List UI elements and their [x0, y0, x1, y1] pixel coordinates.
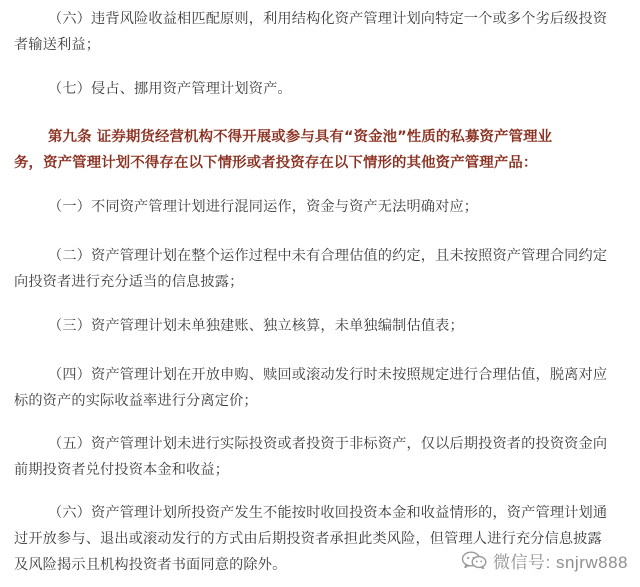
- list-item-6-benefit-transfer: [14, 6, 630, 58]
- text-line: （二）资产管理计划在整个运作过程中未有合理估值的约定，且未按照资产管理合同约定: [48, 248, 608, 264]
- text-line: （五）资产管理计划未进行实际投资或者投资于非标资产，仅以后期投资者的投资资金向: [48, 436, 608, 452]
- article-9-heading: [14, 124, 630, 176]
- watermark-text: 微信号: snjrw888: [493, 552, 628, 572]
- list-item-1-commingled-operation: [14, 194, 630, 220]
- list-item-7-misappropriation: [14, 76, 630, 102]
- text-line: （六）资产管理计划所投资产发生不能按时收回投资本金和收益情形的，资产管理计划通: [48, 505, 608, 521]
- text-line: 过开放参与、退出或滚动发行的方式由后期投资者承担此类风险，但管理人进行充分信息披露: [14, 531, 602, 547]
- text-line: （一）不同资产管理计划进行混同运作，资金与资产无法明确对应；: [48, 199, 479, 215]
- wechat-icon: [461, 551, 487, 569]
- text-line: 者输送利益；: [14, 37, 101, 53]
- list-item-2-valuation-disclosure: [14, 243, 630, 295]
- text-line: 第九条 证券期货经营机构不得开展或参与具有“资金池”性质的私募资产管理业: [48, 129, 553, 145]
- text-line: 前期投资者兑付投资本金和收益；: [14, 462, 230, 478]
- list-item-3-separate-accounts: [14, 313, 630, 339]
- text-line: （七）侵占、挪用资产管理计划资产。: [48, 81, 292, 97]
- list-item-5-ponzi-payment: [14, 431, 630, 483]
- list-item-4-separate-pricing: [14, 362, 630, 414]
- wechat-watermark: [457, 549, 630, 571]
- text-line: 标的资产的实际收益率进行分离定价；: [14, 393, 258, 409]
- text-line: （三）资产管理计划未单独建账、独立核算，未单独编制估值表；: [48, 318, 464, 334]
- text-line: 向投资者进行充分适当的信息披露；: [14, 274, 244, 290]
- text-line: 务，资产管理计划不得存在以下情形或者投资存在以下情形的其他资产管理产品：: [14, 155, 538, 171]
- text-line: （四）资产管理计划在开放申购、赎回或滚动发行时未按照规定进行合理估值，脱离对应: [48, 367, 608, 383]
- text-line: 及风险揭示且机构投资者书面同意的除外。: [14, 557, 287, 573]
- text-line: （六）违背风险收益相匹配原则，利用结构化资产管理计划向特定一个或多个劣后级投资: [48, 11, 608, 27]
